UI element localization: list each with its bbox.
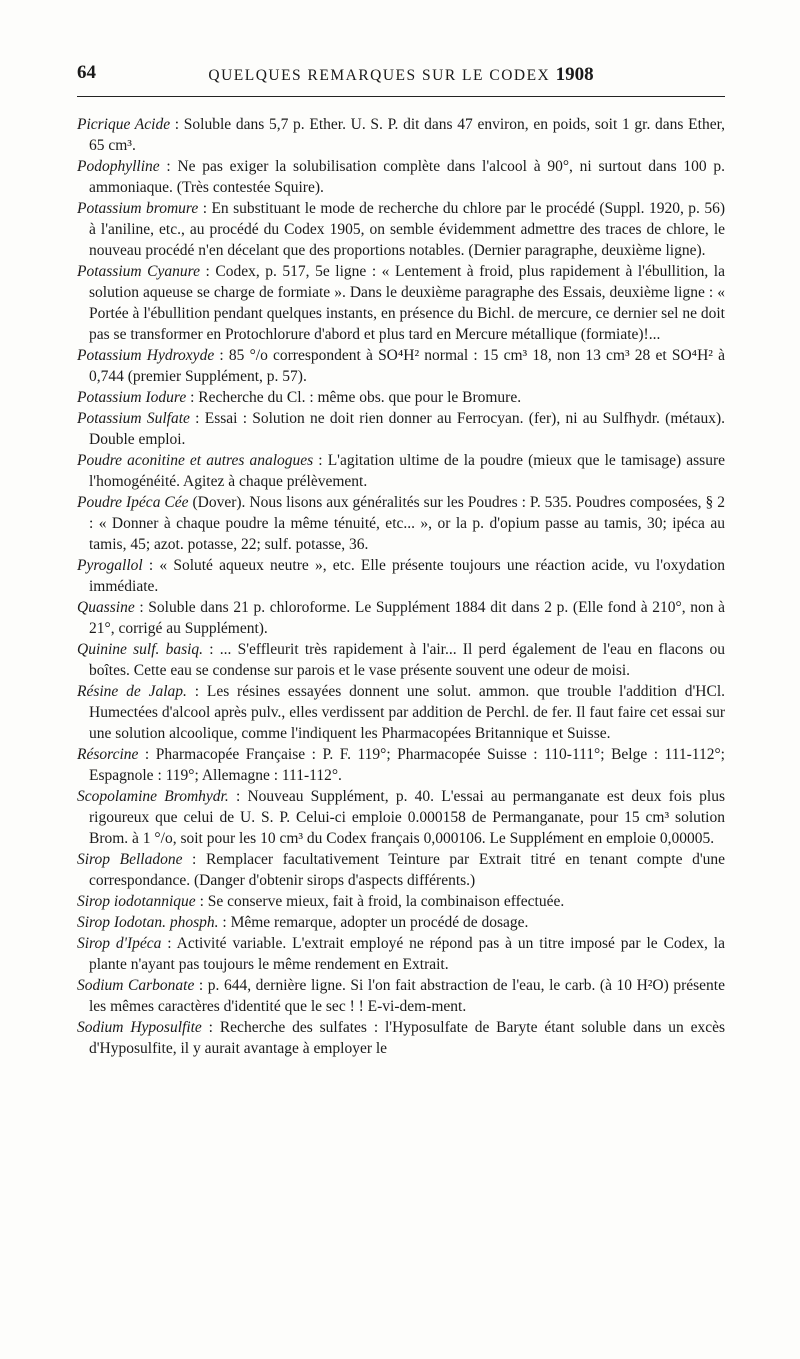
entry bbox=[77, 744, 725, 786]
entry-text: : Les résines essayées donnent une solut. ammon. que trouble l'addition d'HCl. Humectées d'alcool après pulv., elles verdissent par addition de Perchl. de fer. Il faut faire cet essai sur une solution alcoolique, comme l'indiquent les Pharmacopées Britannique et Suisse. bbox=[89, 683, 725, 742]
entry-text: : Ne pas exiger la solubilisation complète dans l'alcool à 90°, ni surtout dans 100 p. ammoniaque. (Très contestée Squire). bbox=[89, 158, 725, 196]
entry-text: : Essai : Solution ne doit rien donner au Ferrocyan. (fer), ni au Sulfhydr. (métaux). Double emploi. bbox=[89, 410, 725, 448]
running-title bbox=[77, 64, 725, 86]
entry bbox=[77, 345, 725, 387]
entry-term: Poudre Ipéca Cée bbox=[77, 494, 189, 511]
entry-text: (Dover). Nous lisons aux généralités sur les Poudres : P. 535. Poudres composées, § 2 : « Donner à chaque poudre la même ténuité, etc... », or la p. d'opium passe au tamis, 30; ipéca au tamis, 45; azot. potasse, 22; sulf. potasse, 36. bbox=[89, 494, 725, 553]
entry-text: : Soluble dans 21 p. chloroforme. Le Supplément 1884 dit dans 2 p. (Elle fond à 210°, non à 21°, corrigé au Supplément). bbox=[89, 599, 725, 637]
entry-text: : En substituant le mode de recherche du chlore par le procédé (Suppl. 1920, p. 56) à l'aniline, etc., au procédé du Codex 1905, on semble évidemment admettre des traces de chlore, le nouveau procédé n'en décelant que des proportions notables. (Dernier paragraphe, deuxième ligne). bbox=[89, 200, 726, 259]
page-number: 64 bbox=[77, 62, 96, 83]
page-header bbox=[77, 58, 725, 88]
entry-term: Résine de Jalap. bbox=[77, 683, 187, 700]
entry-text: : Pharmacopée Française : P. F. 119°; Pharmacopée Suisse : 110-111°; Belge : 111-112°; Espagnole : 119°; Allemagne : 111-112°. bbox=[89, 746, 725, 784]
entry-term: Poudre aconitine et autres analogues bbox=[77, 452, 314, 469]
entry-term: Quinine sulf. basiq. bbox=[77, 641, 204, 658]
entry-text: : Nouveau Supplément, p. 40. L'essai au permanganate est deux fois plus rigoureux que celui de U. S. P. Celui-ci emploie 0.000158 de Permanganate, pour 15 cm³ solution Brom. à 1 °/o, soit pour les 10 cm³ du Codex français 0,000106. Le Supplément en emploie 0,00005. bbox=[89, 788, 725, 847]
entry-term: Sirop d'Ipéca bbox=[77, 935, 162, 952]
running-title-text: QUELQUES REMARQUES SUR LE CODEX bbox=[208, 67, 551, 84]
entry-term: Quassine bbox=[77, 599, 135, 616]
entry bbox=[77, 786, 725, 849]
entry-term: Sirop Iodotan. phosph. bbox=[77, 914, 219, 931]
entry-text: : p. 644, dernière ligne. Si l'on fait abstraction de l'eau, le carb. (à 10 H²O) présente les mêmes caractères d'identité que le sec ! ! E-vi-dem-ment. bbox=[89, 977, 725, 1015]
entry-term: Scopolamine Bromhydr. bbox=[77, 788, 229, 805]
entry-term: Potassium bromure bbox=[77, 200, 199, 217]
entry-text: : Remplacer facultativement Teinture par Extrait titré en tenant compte d'une correspondance. (Danger d'obtenir sirops d'aspects différents.) bbox=[89, 851, 725, 889]
entry bbox=[77, 639, 725, 681]
entry-text: : ... S'effleurit très rapidement à l'air... Il perd également de l'eau en flacons ou boîtes. Cette eau se condense sur parois et le vase présente souvent une odeur de moisi. bbox=[89, 641, 725, 679]
entry-term: Potassium Hydroxyde bbox=[77, 347, 215, 364]
entry-term: Sirop iodotannique bbox=[77, 893, 196, 910]
entry-term: Podophylline bbox=[77, 158, 160, 175]
entry-text: : Recherche du Cl. : même obs. que pour le Bromure. bbox=[186, 389, 522, 406]
entry-term: Sirop Belladone bbox=[77, 851, 183, 868]
entry-term: Résorcine bbox=[77, 746, 139, 763]
entry bbox=[77, 891, 725, 912]
entry bbox=[77, 681, 725, 744]
entry-text: : Recherche des sulfates : l'Hyposulfate de Baryte étant soluble dans un excès d'Hyposulfite, il y aurait avantage à employer le bbox=[89, 1019, 725, 1057]
entry-text: : Activité variable. L'extrait employé ne répond pas à un titre imposé par le Codex, la plante n'ayant pas toujours le même rendement en Extrait. bbox=[89, 935, 725, 973]
entry bbox=[77, 156, 725, 198]
entry-term: Pyrogallol bbox=[77, 557, 143, 574]
entry bbox=[77, 555, 725, 597]
entry bbox=[77, 408, 725, 450]
entry-term: Sodium Hyposulfite bbox=[77, 1019, 202, 1036]
entry bbox=[77, 492, 725, 555]
entry bbox=[77, 849, 725, 891]
entry-term: Potassium Iodure bbox=[77, 389, 187, 406]
entry-text: : « Soluté aqueux neutre », etc. Elle présente toujours une réaction acide, vu l'oxydation immédiate. bbox=[89, 557, 725, 595]
entry-term: Potassium Cyanure bbox=[77, 263, 200, 280]
entry-text: : Se conserve mieux, fait à froid, la combinaison effectuée. bbox=[195, 893, 565, 910]
page-body bbox=[77, 114, 725, 1059]
entry-text: : Soluble dans 5,7 p. Ether. U. S. P. dit dans 47 environ, en poids, soit 1 gr. dans Ether, 65 cm³. bbox=[89, 116, 725, 154]
entry bbox=[77, 261, 725, 345]
entry bbox=[77, 912, 725, 933]
entry bbox=[77, 114, 725, 156]
running-title-year: 1908 bbox=[555, 64, 594, 85]
entry-term: Picrique Acide bbox=[77, 116, 171, 133]
entry bbox=[77, 933, 725, 975]
entry-text: : L'agitation ultime de la poudre (mieux que le tamisage) assure l'homogénéité. Agitez à chaque prélèvement. bbox=[89, 452, 725, 490]
entry bbox=[77, 450, 725, 492]
entry bbox=[77, 387, 725, 408]
entry bbox=[77, 198, 725, 261]
entry-term: Sodium Carbonate bbox=[77, 977, 195, 994]
entry-text: : Codex, p. 517, 5e ligne : « Lentement à froid, plus rapidement à l'ébullition, la solution aqueuse se charge de formiate ». Dans le deuxième paragraphe des Essais, deuxième ligne : « Portée à l'ébullition pendant quelques instants, en présence du Bichl. de mercure, ce dernier sel ne doit pas se transformer en Protochlorure d'abord et plus tard en Mercure métallique (formiate)!... bbox=[89, 263, 725, 343]
header-rule bbox=[77, 96, 725, 97]
entry bbox=[77, 975, 725, 1017]
entry-text: : 85 °/o correspondent à SO⁴H² normal : 15 cm³ 18, non 13 cm³ 28 et SO⁴H² à 0,744 (premier Supplément, p. 57). bbox=[89, 347, 725, 385]
entry-term: Potassium Sulfate bbox=[77, 410, 190, 427]
entry bbox=[77, 1017, 725, 1059]
entry bbox=[77, 597, 725, 639]
entry-text: : Même remarque, adopter un procédé de dosage. bbox=[218, 914, 529, 931]
